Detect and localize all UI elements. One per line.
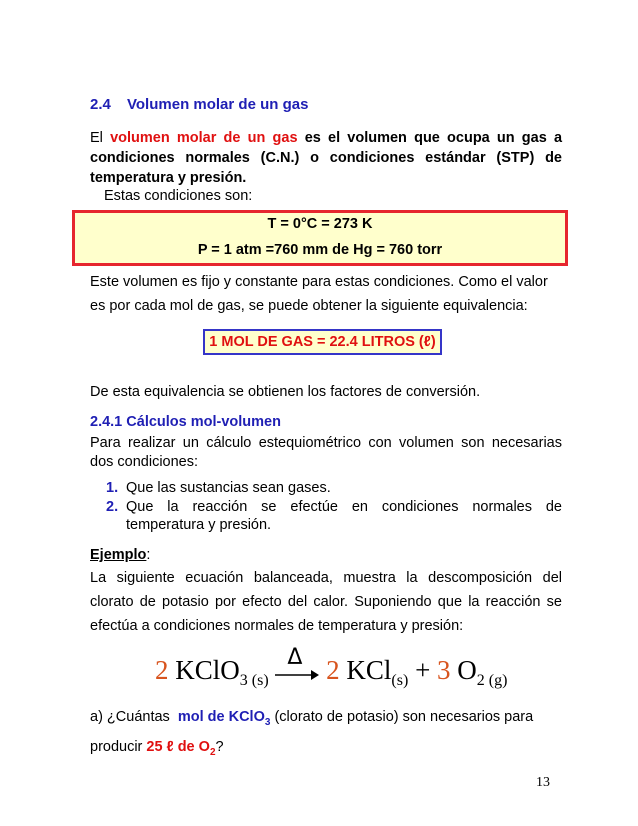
list-text-line-1: Que la reacción se efectúe en condiciones normales de	[126, 499, 562, 515]
question-highlight-2-text: 25 ℓ de O	[146, 738, 210, 755]
intro-text-el: El	[90, 130, 103, 146]
question-line2-prefix: producir	[90, 738, 143, 755]
intro-line-1	[90, 128, 562, 148]
question-line-1	[90, 705, 562, 735]
arrow-shape	[275, 663, 319, 683]
question-end: ?	[215, 738, 224, 755]
list-item	[106, 479, 562, 497]
list-number: 1.	[106, 480, 119, 496]
factors-text: De esta equivalencia se obtienen los factores de conversión.	[90, 384, 481, 400]
section-title-text: Volumen molar de un gas	[127, 96, 309, 113]
question-prefix: a) ¿Cuántas	[90, 709, 170, 725]
page-number: 13	[536, 775, 550, 790]
eq-product-1: KCl	[346, 655, 392, 685]
chemical-equation	[155, 644, 508, 699]
intro-line-2: condiciones normales (C.N.) o condiciones estándar (STP) de	[90, 150, 562, 166]
example-paragraph	[90, 566, 562, 638]
question-highlight-1-text: mol de KClO	[177, 709, 265, 725]
question-middle: (clorato de potasio) son necesarios para	[274, 709, 534, 725]
eq-coef-1: 2	[155, 655, 169, 685]
question-highlight-1-sub: 3	[264, 716, 271, 728]
section-number: 2.4	[90, 96, 111, 113]
fixed-volume-paragraph	[90, 270, 562, 318]
eq-sub-2: (s)	[391, 672, 409, 689]
requirements-line-2: dos condiciones:	[90, 454, 199, 470]
fixed-volume-line-2: es por cada mol de gas, se puede obtener la siguiente equivalencia:	[90, 298, 528, 314]
question-highlight-2	[146, 738, 216, 758]
conditions-pressure: P = 1 atm =760 mm de Hg = 760 torr	[197, 242, 443, 258]
intro-paragraph	[90, 128, 562, 188]
question-highlight-2-sub: 2	[209, 746, 216, 758]
conditions-label: Estas condiciones son:	[104, 188, 253, 204]
intro-line-3: temperatura y presión.	[90, 170, 247, 186]
subsection-title: 2.4.1 Cálculos mol-volumen	[90, 414, 281, 430]
requirements-line-1: Para realizar un cálculo estequiométrico con volumen son necesarias	[90, 435, 562, 451]
eq-plus: +	[415, 655, 431, 685]
conditions-box	[72, 210, 568, 266]
intro-text-rest: es el volumen que ocupa un gas a	[304, 130, 563, 146]
question-line-2	[90, 735, 562, 765]
list-number: 2.	[106, 499, 119, 515]
question-paragraph	[90, 705, 562, 765]
example-label	[90, 547, 150, 563]
eq-coef-2: 2	[326, 655, 340, 685]
eq-delta: Δ	[287, 644, 303, 670]
example-line-2: clorato de potasio por efecto del calor. Suponiendo que la reacción se	[90, 594, 562, 610]
reaction-arrow-icon	[275, 644, 319, 683]
list-text-line-2: temperatura y presión.	[126, 517, 272, 533]
example-line-3: efectúa a condiciones normales de temperatura y presión:	[90, 618, 464, 634]
example-label-text: Ejemplo	[90, 547, 147, 563]
eq-sub-3: 2 (g)	[476, 672, 508, 689]
eq-coef-3: 3	[437, 655, 451, 685]
eq-sub-1: 3 (s)	[239, 672, 269, 689]
eq-product-2: O	[457, 655, 477, 685]
requirements-paragraph	[90, 434, 562, 472]
conditions-temperature: T = 0°C = 273 K	[267, 216, 373, 232]
list-text: Que las sustancias sean gases.	[126, 480, 331, 496]
section-title	[90, 96, 308, 113]
equivalence-box: 1 MOL DE GAS = 22.4 LITROS (ℓ)	[203, 329, 442, 355]
intro-highlight: volumen molar de un gas	[110, 130, 298, 146]
example-colon: :	[146, 547, 151, 563]
question-highlight-1	[177, 709, 271, 728]
fixed-volume-line-1: Este volumen es fijo y constante para estas condiciones. Como el valor	[90, 274, 548, 290]
list-item	[106, 498, 562, 534]
example-line-1: La siguiente ecuación balanceada, muestra la descomposición del	[90, 570, 562, 586]
eq-reactant: KClO	[175, 655, 240, 685]
